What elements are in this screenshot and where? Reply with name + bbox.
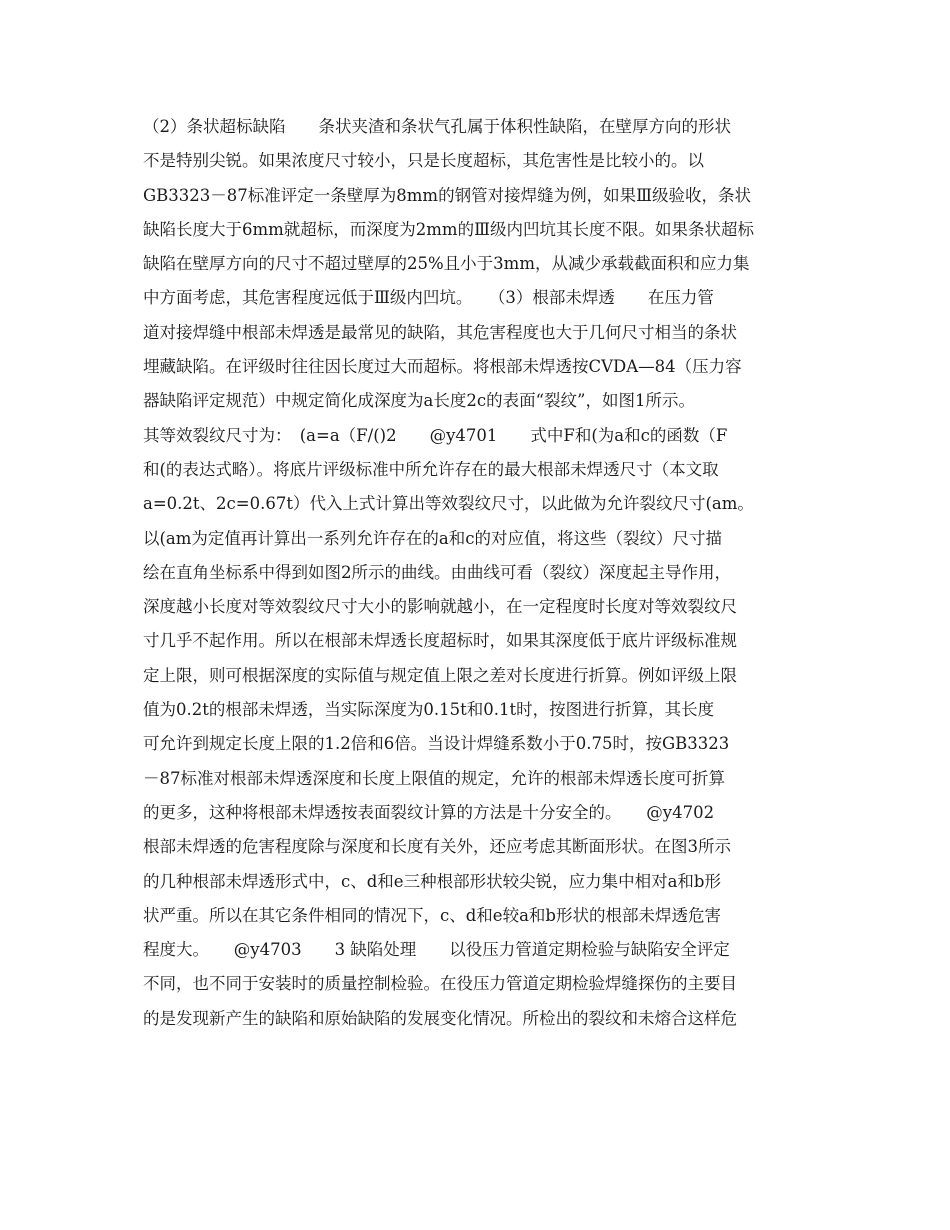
text-line: 不同，也不同于安装时的质量控制检验。在役压力管道定期检验焊缝探伤的主要目 xyxy=(143,974,737,994)
body-text xyxy=(143,110,823,1036)
text-line: 可允许到规定长度上限的1.2倍和6倍。当设计焊缝系数小于0.75时，按GB3323 xyxy=(143,734,730,754)
text-line: 埋藏缺陷。在评级时往往因长度过大而超标。将根部未焊透按CVDA—84（压力容 xyxy=(143,357,742,377)
text-line: 寸几乎不起作用。所以在根部未焊透长度超标时，如果其深度低于底片评级标准规 xyxy=(143,631,737,651)
text-line: 其等效裂纹尺寸为： (a=a（F/()2 @y4701 式中F和(为a和c的函数（F xyxy=(143,425,728,445)
text-line: 道对接焊缝中根部未焊透是最常见的缺陷，其危害程度也大于几何尺寸相当的条状 xyxy=(143,322,737,342)
text-line: 根部未焊透的危害程度除与深度和长度有关外，还应考虑其断面形状。在图3所示 xyxy=(143,837,731,857)
text-line: 的是发现新产生的缺陷和原始缺陷的发展变化情况。所检出的裂纹和未熔合这样危 xyxy=(143,1008,737,1028)
text-line: 缺陷长度大于6mm就超标，而深度为2mm的Ⅲ级内凹坑其长度不限。如果条状超标 xyxy=(143,219,754,239)
text-line: 器缺陷评定规范）中规定简化成深度为a长度2c的表面“裂纹”，如图1所示。 xyxy=(143,391,695,411)
text-line: 不是特别尖锐。如果浓度尺寸较小，只是长度超标，其危害性是比较小的。以 xyxy=(143,151,704,171)
text-line: GB3323－87标准评定一条壁厚为8mm的钢管对接焊缝为例，如果Ⅲ级验收，条状 xyxy=(143,185,751,205)
text-line: （2）条状超标缺陷 条状夹渣和条状气孔属于体积性缺陷，在壁厚方向的形状 xyxy=(143,117,731,136)
text-line: a=0.2t、2c=0.67t）代入上式计算出等效裂纹尺寸，以此做为允许裂纹尺寸(am。 xyxy=(143,494,754,514)
text-line: 定上限，则可根据深度的实际值与规定值上限之差对长度进行折算。例如评级上限 xyxy=(143,665,737,685)
text-line: 深度越小长度对等效裂纹尺寸大小的影响就越小，在一定程度时长度对等效裂纹尺 xyxy=(143,597,737,617)
text-line: 程度大。 @y4703 3 缺陷处理 以役压力管道定期检验与缺陷安全评定 xyxy=(143,940,730,960)
text-line: 绘在直角坐标系中得到如图2所示的曲线。由曲线可看（裂纹）深度起主导作用， xyxy=(143,562,731,582)
text-line: 中方面考虑，其危害程度远低于Ⅲ级内凹坑。 （3）根部未焊透 在压力管 xyxy=(143,288,714,308)
text-line: 的更多，这种将根部未焊透按表面裂纹计算的方法是十分安全的。 @y4702 xyxy=(143,802,715,822)
text-line: 和(的表达式略）。将底片评级标准中所允许存在的最大根部未焊透尺寸（本文取 xyxy=(143,459,719,479)
text-line: 状严重。所以在其它条件相同的情况下，c、d和e较a和b形状的根部未焊透危害 xyxy=(143,905,721,925)
text-line: 值为0.2t的根部未焊透，当实际深度为0.15t和0.1t时，按图进行折算，其长度 xyxy=(143,700,715,720)
text-line: 缺陷在壁厚方向的尺寸不超过壁厚的25%且小于3mm，从减少承载截面积和应力集 xyxy=(143,254,750,274)
text-line: －87标准对根部未焊透深度和长度上限值的规定，允许的根部未焊透长度可折算 xyxy=(143,768,725,788)
text-line: 的几种根部未焊透形式中，c、d和e三种根部形状较尖锐，应力集中相对a和b形 xyxy=(143,871,721,891)
text-line: 以(am为定值再计算出一系列允许存在的a和c的对应值，将这些（裂纹）尺寸描 xyxy=(143,528,722,548)
